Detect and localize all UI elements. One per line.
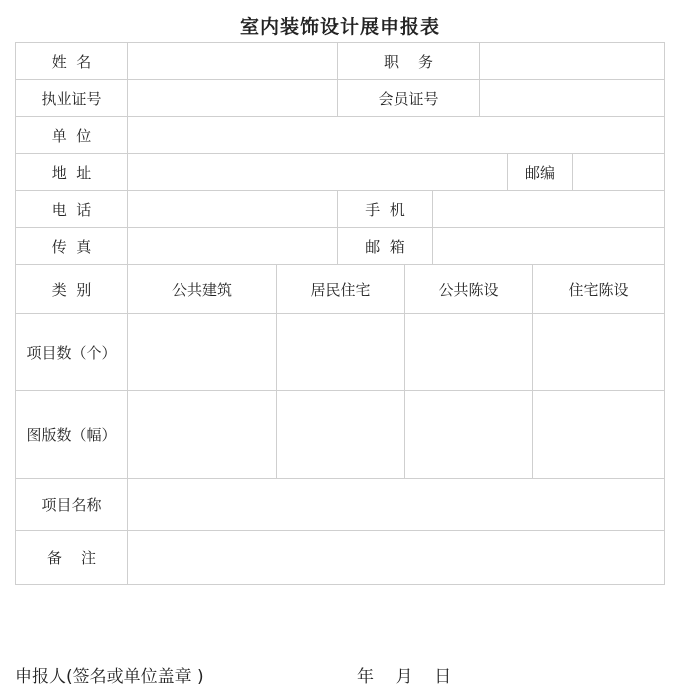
label-position: 职 务 bbox=[337, 42, 480, 80]
category-public-building: 公共建筑 bbox=[127, 264, 277, 314]
plate-count-residential[interactable] bbox=[276, 390, 405, 479]
label-fax: 传 真 bbox=[15, 227, 128, 265]
plate-count-public-display[interactable] bbox=[404, 390, 533, 479]
project-name-field[interactable] bbox=[127, 478, 665, 531]
label-email: 邮 箱 bbox=[337, 227, 433, 265]
name-field[interactable] bbox=[127, 42, 338, 80]
label-remarks: 备 注 bbox=[15, 530, 128, 585]
plate-count-home-display[interactable] bbox=[532, 390, 665, 479]
label-phone: 电 话 bbox=[15, 190, 128, 228]
date-label: 年 月 日 bbox=[357, 667, 452, 687]
project-count-public-display[interactable] bbox=[404, 313, 533, 391]
plate-count-public-building[interactable] bbox=[127, 390, 277, 479]
position-field[interactable] bbox=[479, 42, 665, 80]
label-name: 姓 名 bbox=[15, 42, 128, 80]
label-member-no: 会员证号 bbox=[337, 79, 480, 117]
label-unit: 单 位 bbox=[15, 116, 128, 154]
project-count-residential[interactable] bbox=[276, 313, 405, 391]
unit-field[interactable] bbox=[127, 116, 665, 154]
project-count-home-display[interactable] bbox=[532, 313, 665, 391]
label-plate-count: 图版数（幅） bbox=[15, 390, 128, 479]
label-category: 类 别 bbox=[15, 264, 128, 314]
applicant-signature-label: 申报人(签名或单位盖章 ) bbox=[15, 667, 204, 687]
label-project-name: 项目名称 bbox=[15, 478, 128, 531]
address-field[interactable] bbox=[127, 153, 508, 191]
phone-field[interactable] bbox=[127, 190, 338, 228]
remarks-field[interactable] bbox=[127, 530, 665, 585]
project-count-public-building[interactable] bbox=[127, 313, 277, 391]
label-address: 地 址 bbox=[15, 153, 128, 191]
email-field[interactable] bbox=[432, 227, 665, 265]
form-title: 室内装饰设计展申报表 bbox=[239, 16, 440, 38]
label-mobile: 手 机 bbox=[337, 190, 433, 228]
label-license: 执业证号 bbox=[15, 79, 128, 117]
member-no-field[interactable] bbox=[479, 79, 665, 117]
mobile-field[interactable] bbox=[432, 190, 665, 228]
category-residential: 居民住宅 bbox=[276, 264, 405, 314]
label-postcode: 邮编 bbox=[507, 153, 573, 191]
category-public-display: 公共陈设 bbox=[404, 264, 533, 314]
license-field[interactable] bbox=[127, 79, 338, 117]
postcode-field[interactable] bbox=[572, 153, 665, 191]
category-home-display: 住宅陈设 bbox=[532, 264, 665, 314]
fax-field[interactable] bbox=[127, 227, 338, 265]
label-project-count: 项目数（个） bbox=[15, 313, 128, 391]
